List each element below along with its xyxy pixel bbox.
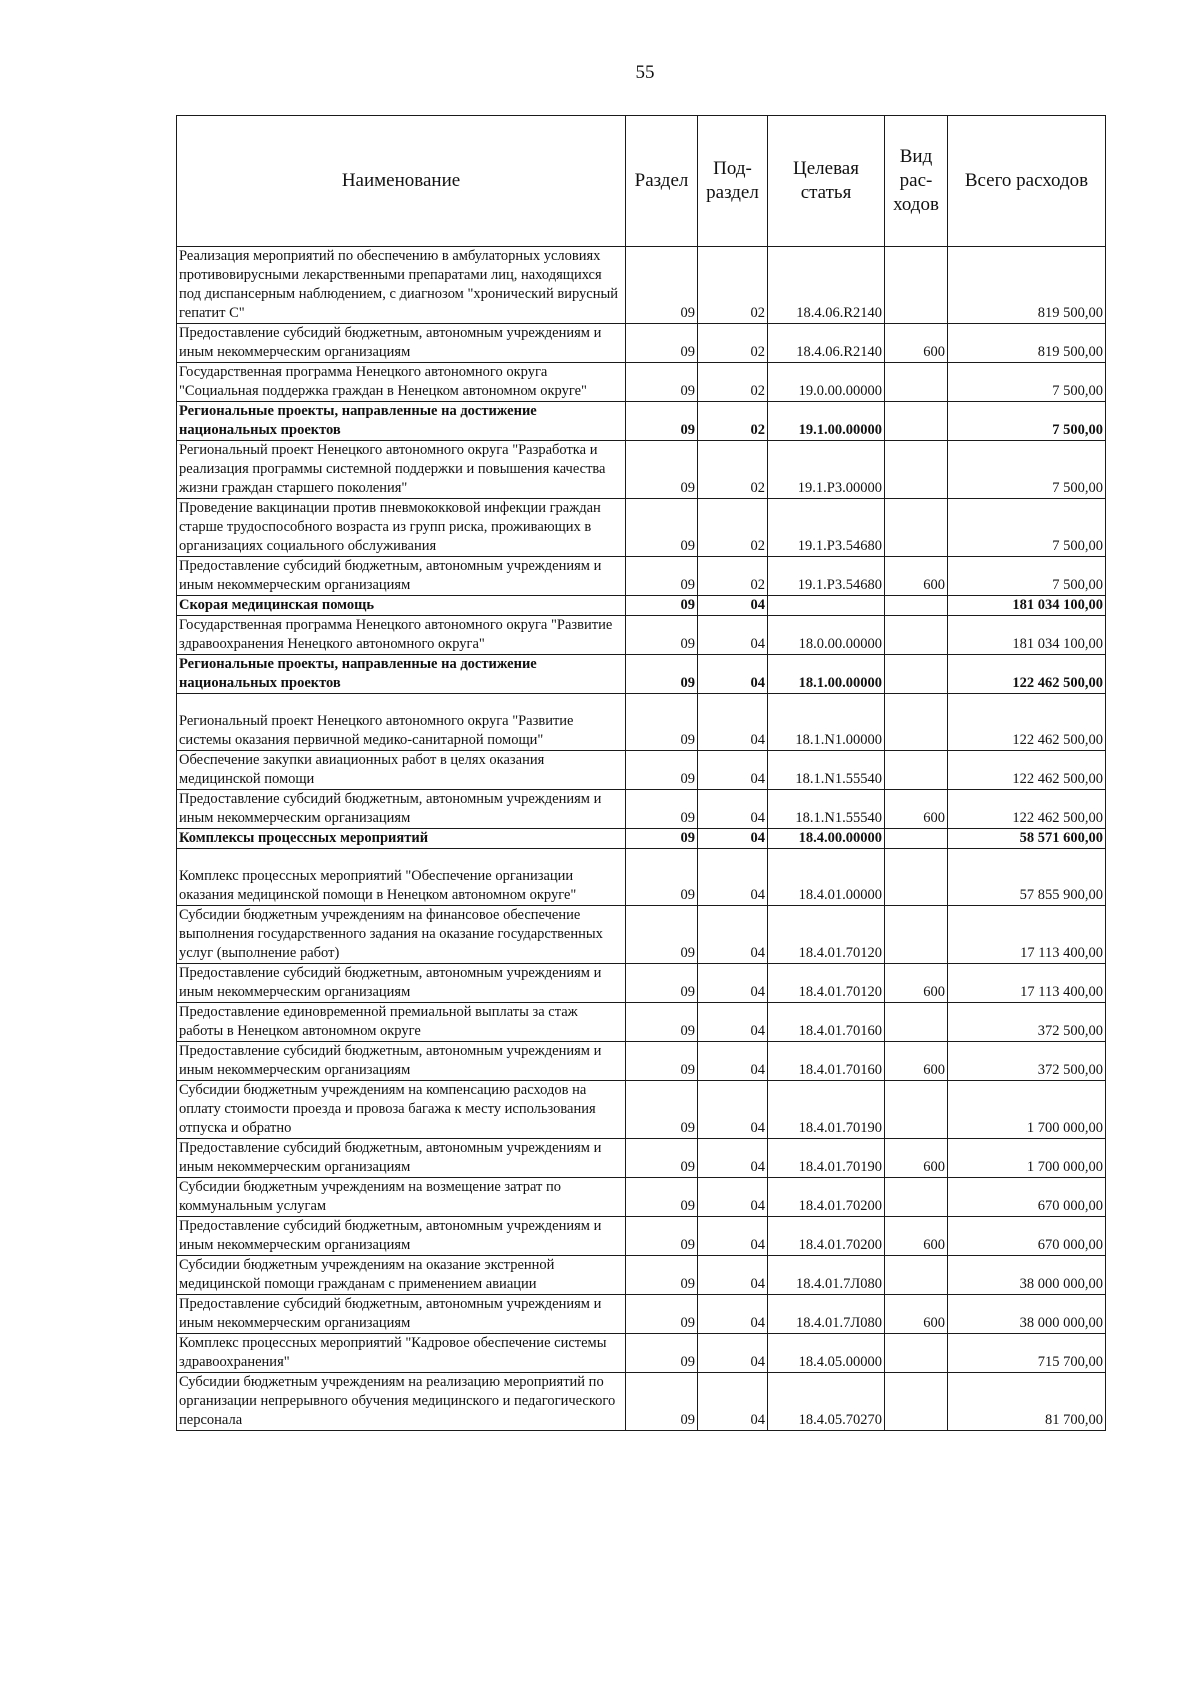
row-expense-type (885, 1373, 948, 1431)
row-name: Субсидии бюджетным учреждениям на компенсацию расходов на оплату стоимости проезда и провоза багажа к месту использования отпуска и обратно (177, 1081, 626, 1139)
row-name: Обеспечение закупки авиационных работ в целях оказания медицинской помощи (177, 751, 626, 790)
row-subsection: 04 (698, 1295, 768, 1334)
row-subsection: 04 (698, 596, 768, 616)
row-expense-type (885, 906, 948, 964)
row-section: 09 (626, 1081, 698, 1139)
row-name: Государственная программа Ненецкого автономного округа "Развитие здравоохранения Ненецкого автономного округа" (177, 616, 626, 655)
row-total: 7 500,00 (948, 402, 1106, 441)
row-section: 09 (626, 596, 698, 616)
row-total: 1 700 000,00 (948, 1081, 1106, 1139)
table-row (177, 964, 1106, 1003)
table-row (177, 1217, 1106, 1256)
row-section: 09 (626, 1334, 698, 1373)
row-total: 670 000,00 (948, 1217, 1106, 1256)
row-expense-type (885, 247, 948, 324)
row-target-article: 18.0.00.00000 (768, 616, 885, 655)
row-section: 09 (626, 694, 698, 751)
table-row (177, 1334, 1106, 1373)
row-expense-type (885, 1003, 948, 1042)
row-target-article: 19.1.P3.54680 (768, 499, 885, 557)
row-section: 09 (626, 751, 698, 790)
row-target-article: 18.4.06.R2140 (768, 247, 885, 324)
row-expense-type (885, 751, 948, 790)
row-target-article: 18.4.01.70200 (768, 1217, 885, 1256)
row-total: 819 500,00 (948, 247, 1106, 324)
row-name: Субсидии бюджетным учреждениям на возмещение затрат по коммунальным услугам (177, 1178, 626, 1217)
row-target-article: 19.1.P3.00000 (768, 441, 885, 499)
table-row (177, 596, 1106, 616)
row-section: 09 (626, 557, 698, 596)
row-name: Субсидии бюджетным учреждениям на оказание экстренной медицинской помощи гражданам с применением авиации (177, 1256, 626, 1295)
row-name: Региональные проекты, направленные на достижение национальных проектов (177, 402, 626, 441)
row-total: 7 500,00 (948, 499, 1106, 557)
header-total: Всего расходов (948, 116, 1106, 247)
row-subsection: 02 (698, 324, 768, 363)
row-subsection: 02 (698, 402, 768, 441)
row-name: Предоставление субсидий бюджетным, автономным учреждениям и иным некоммерческим организациям (177, 790, 626, 829)
row-total: 181 034 100,00 (948, 596, 1106, 616)
row-subsection: 04 (698, 1042, 768, 1081)
row-expense-type: 600 (885, 1042, 948, 1081)
row-expense-type: 600 (885, 324, 948, 363)
table-row (177, 1042, 1106, 1081)
row-target-article: 19.1.00.00000 (768, 402, 885, 441)
row-name: Предоставление субсидий бюджетным, автономным учреждениям и иным некоммерческим организациям (177, 1295, 626, 1334)
table-row (177, 751, 1106, 790)
table-row (177, 363, 1106, 402)
row-section: 09 (626, 247, 698, 324)
row-expense-type: 600 (885, 1295, 948, 1334)
row-total: 372 500,00 (948, 1042, 1106, 1081)
row-name: Субсидии бюджетным учреждениям на финансовое обеспечение выполнения государственного задания на оказание государственных услуг (выполнение работ) (177, 906, 626, 964)
row-section: 09 (626, 363, 698, 402)
page-number: 55 (635, 62, 655, 83)
row-section: 09 (626, 1139, 698, 1178)
row-expense-type: 600 (885, 1217, 948, 1256)
table-row (177, 694, 1106, 751)
table-row (177, 1256, 1106, 1295)
row-expense-type (885, 596, 948, 616)
table-row (177, 557, 1106, 596)
row-section: 09 (626, 1217, 698, 1256)
table-row (177, 829, 1106, 849)
row-section: 09 (626, 1003, 698, 1042)
row-total: 38 000 000,00 (948, 1295, 1106, 1334)
row-target-article: 18.1.00.00000 (768, 655, 885, 694)
row-total: 122 462 500,00 (948, 751, 1106, 790)
row-subsection: 04 (698, 964, 768, 1003)
row-name: Региональные проекты, направленные на достижение национальных проектов (177, 655, 626, 694)
row-total: 7 500,00 (948, 441, 1106, 499)
row-name: Скорая медицинская помощь (177, 596, 626, 616)
row-name: Проведение вакцинации против пневмококковой инфекции граждан старше трудоспособного возраста из групп риска, проживающих в организациях социального обслуживания (177, 499, 626, 557)
row-expense-type (885, 694, 948, 751)
row-total: 38 000 000,00 (948, 1256, 1106, 1295)
row-section: 09 (626, 829, 698, 849)
row-expense-type: 600 (885, 1139, 948, 1178)
row-section: 09 (626, 1295, 698, 1334)
row-name: Предоставление единовременной премиальной выплаты за стаж работы в Ненецком автономном округе (177, 1003, 626, 1042)
row-total: 17 113 400,00 (948, 906, 1106, 964)
row-target-article: 18.4.01.70190 (768, 1139, 885, 1178)
row-target-article: 18.4.00.00000 (768, 829, 885, 849)
row-subsection: 04 (698, 829, 768, 849)
table-body (177, 247, 1106, 1431)
header-section: Раздел (626, 116, 698, 247)
row-expense-type (885, 655, 948, 694)
row-subsection: 04 (698, 655, 768, 694)
row-expense-type (885, 849, 948, 906)
table-row (177, 906, 1106, 964)
table-row (177, 849, 1106, 906)
row-target-article: 18.4.01.70190 (768, 1081, 885, 1139)
row-expense-type: 600 (885, 964, 948, 1003)
row-total: 1 700 000,00 (948, 1139, 1106, 1178)
row-expense-type (885, 1334, 948, 1373)
row-subsection: 04 (698, 1334, 768, 1373)
budget-table (176, 115, 1106, 1431)
row-target-article: 18.1.N1.00000 (768, 694, 885, 751)
row-subsection: 02 (698, 499, 768, 557)
header-expense-type: Вид рас- ходов (885, 116, 948, 247)
row-section: 09 (626, 616, 698, 655)
table-row (177, 655, 1106, 694)
row-total: 670 000,00 (948, 1178, 1106, 1217)
row-total: 181 034 100,00 (948, 616, 1106, 655)
table-row (177, 1178, 1106, 1217)
row-name: Реализация мероприятий по обеспечению в амбулаторных условиях противовирусными лекарственными препаратами лиц, находящихся под диспансерным наблюдением, с диагнозом "хронический вирусный гепатит С" (177, 247, 626, 324)
row-target-article: 18.4.01.7Л080 (768, 1295, 885, 1334)
row-subsection: 02 (698, 363, 768, 402)
row-total: 58 571 600,00 (948, 829, 1106, 849)
row-subsection: 04 (698, 1217, 768, 1256)
row-section: 09 (626, 1256, 698, 1295)
row-subsection: 04 (698, 1003, 768, 1042)
table-row (177, 790, 1106, 829)
row-target-article: 18.4.05.00000 (768, 1334, 885, 1373)
row-name: Комплексы процессных мероприятий (177, 829, 626, 849)
row-target-article: 18.4.01.70200 (768, 1178, 885, 1217)
row-target-article: 18.4.01.00000 (768, 849, 885, 906)
table-row (177, 441, 1106, 499)
row-section: 09 (626, 1178, 698, 1217)
row-section: 09 (626, 441, 698, 499)
row-name: Комплекс процессных мероприятий "Кадровое обеспечение системы здравоохранения" (177, 1334, 626, 1373)
table-row (177, 499, 1106, 557)
row-total: 819 500,00 (948, 324, 1106, 363)
row-target-article: 18.4.05.70270 (768, 1373, 885, 1431)
row-section: 09 (626, 499, 698, 557)
row-total: 715 700,00 (948, 1334, 1106, 1373)
row-section: 09 (626, 906, 698, 964)
row-subsection: 02 (698, 441, 768, 499)
row-name: Региональный проект Ненецкого автономного округа "Развитие системы оказания первичной медико-санитарной помощи" (177, 694, 626, 751)
row-target-article: 18.1.N1.55540 (768, 790, 885, 829)
row-section: 09 (626, 402, 698, 441)
row-expense-type (885, 1256, 948, 1295)
row-target-article: 18.4.01.70120 (768, 906, 885, 964)
row-expense-type (885, 829, 948, 849)
row-section: 09 (626, 790, 698, 829)
row-subsection: 04 (698, 751, 768, 790)
row-target-article: 18.4.01.70160 (768, 1042, 885, 1081)
row-name: Предоставление субсидий бюджетным, автономным учреждениям и иным некоммерческим организациям (177, 1042, 626, 1081)
header-subsection: Под- раздел (698, 116, 768, 247)
row-total: 122 462 500,00 (948, 790, 1106, 829)
table-row (177, 1003, 1106, 1042)
table-row (177, 247, 1106, 324)
row-subsection: 04 (698, 906, 768, 964)
table-header-row (177, 116, 1106, 247)
row-section: 09 (626, 324, 698, 363)
row-expense-type (885, 1178, 948, 1217)
row-total: 81 700,00 (948, 1373, 1106, 1431)
row-total: 57 855 900,00 (948, 849, 1106, 906)
row-subsection: 04 (698, 790, 768, 829)
row-section: 09 (626, 964, 698, 1003)
row-subsection: 04 (698, 849, 768, 906)
row-expense-type: 600 (885, 790, 948, 829)
row-target-article: 18.1.N1.55540 (768, 751, 885, 790)
row-name: Комплекс процессных мероприятий "Обеспечение организации оказания медицинской помощи в Ненецком автономном округе" (177, 849, 626, 906)
row-expense-type: 600 (885, 557, 948, 596)
row-section: 09 (626, 1373, 698, 1431)
row-name: Региональный проект Ненецкого автономного округа "Разработка и реализация программы системной поддержки и повышения качества жизни граждан старшего поколения" (177, 441, 626, 499)
row-expense-type (885, 363, 948, 402)
table-row (177, 1373, 1106, 1431)
header-target-article: Целевая статья (768, 116, 885, 247)
table-row (177, 402, 1106, 441)
row-section: 09 (626, 1042, 698, 1081)
row-section: 09 (626, 655, 698, 694)
row-subsection: 04 (698, 1139, 768, 1178)
row-name: Предоставление субсидий бюджетным, автономным учреждениям и иным некоммерческим организациям (177, 324, 626, 363)
row-expense-type (885, 441, 948, 499)
table-row (177, 616, 1106, 655)
row-total: 17 113 400,00 (948, 964, 1106, 1003)
row-subsection: 04 (698, 1081, 768, 1139)
table-row (177, 1081, 1106, 1139)
row-expense-type (885, 499, 948, 557)
row-subsection: 04 (698, 1256, 768, 1295)
table-row (177, 324, 1106, 363)
row-subsection: 02 (698, 557, 768, 596)
row-expense-type (885, 616, 948, 655)
header-name: Наименование (177, 116, 626, 247)
table-row (177, 1295, 1106, 1334)
row-subsection: 04 (698, 616, 768, 655)
row-name: Предоставление субсидий бюджетным, автономным учреждениям и иным некоммерческим организациям (177, 964, 626, 1003)
row-total: 7 500,00 (948, 557, 1106, 596)
row-subsection: 04 (698, 694, 768, 751)
row-target-article: 18.4.01.70160 (768, 1003, 885, 1042)
row-subsection: 04 (698, 1178, 768, 1217)
row-total: 122 462 500,00 (948, 694, 1106, 751)
row-total: 372 500,00 (948, 1003, 1106, 1042)
row-total: 7 500,00 (948, 363, 1106, 402)
row-name: Субсидии бюджетным учреждениям на реализацию мероприятий по организации непрерывного обучения медицинского и педагогического персонала (177, 1373, 626, 1431)
row-section: 09 (626, 849, 698, 906)
row-target-article: 19.0.00.00000 (768, 363, 885, 402)
row-target-article: 18.4.01.7Л080 (768, 1256, 885, 1295)
row-name: Предоставление субсидий бюджетным, автономным учреждениям и иным некоммерческим организациям (177, 557, 626, 596)
row-target-article (768, 596, 885, 616)
row-expense-type (885, 1081, 948, 1139)
row-target-article: 18.4.06.R2140 (768, 324, 885, 363)
row-name: Государственная программа Ненецкого автономного округа "Социальная поддержка граждан в Ненецком автономном округе" (177, 363, 626, 402)
row-name: Предоставление субсидий бюджетным, автономным учреждениям и иным некоммерческим организациям (177, 1139, 626, 1178)
row-subsection: 02 (698, 247, 768, 324)
row-total: 122 462 500,00 (948, 655, 1106, 694)
row-expense-type (885, 402, 948, 441)
table-row (177, 1139, 1106, 1178)
row-subsection: 04 (698, 1373, 768, 1431)
row-name: Предоставление субсидий бюджетным, автономным учреждениям и иным некоммерческим организациям (177, 1217, 626, 1256)
row-target-article: 19.1.P3.54680 (768, 557, 885, 596)
row-target-article: 18.4.01.70120 (768, 964, 885, 1003)
